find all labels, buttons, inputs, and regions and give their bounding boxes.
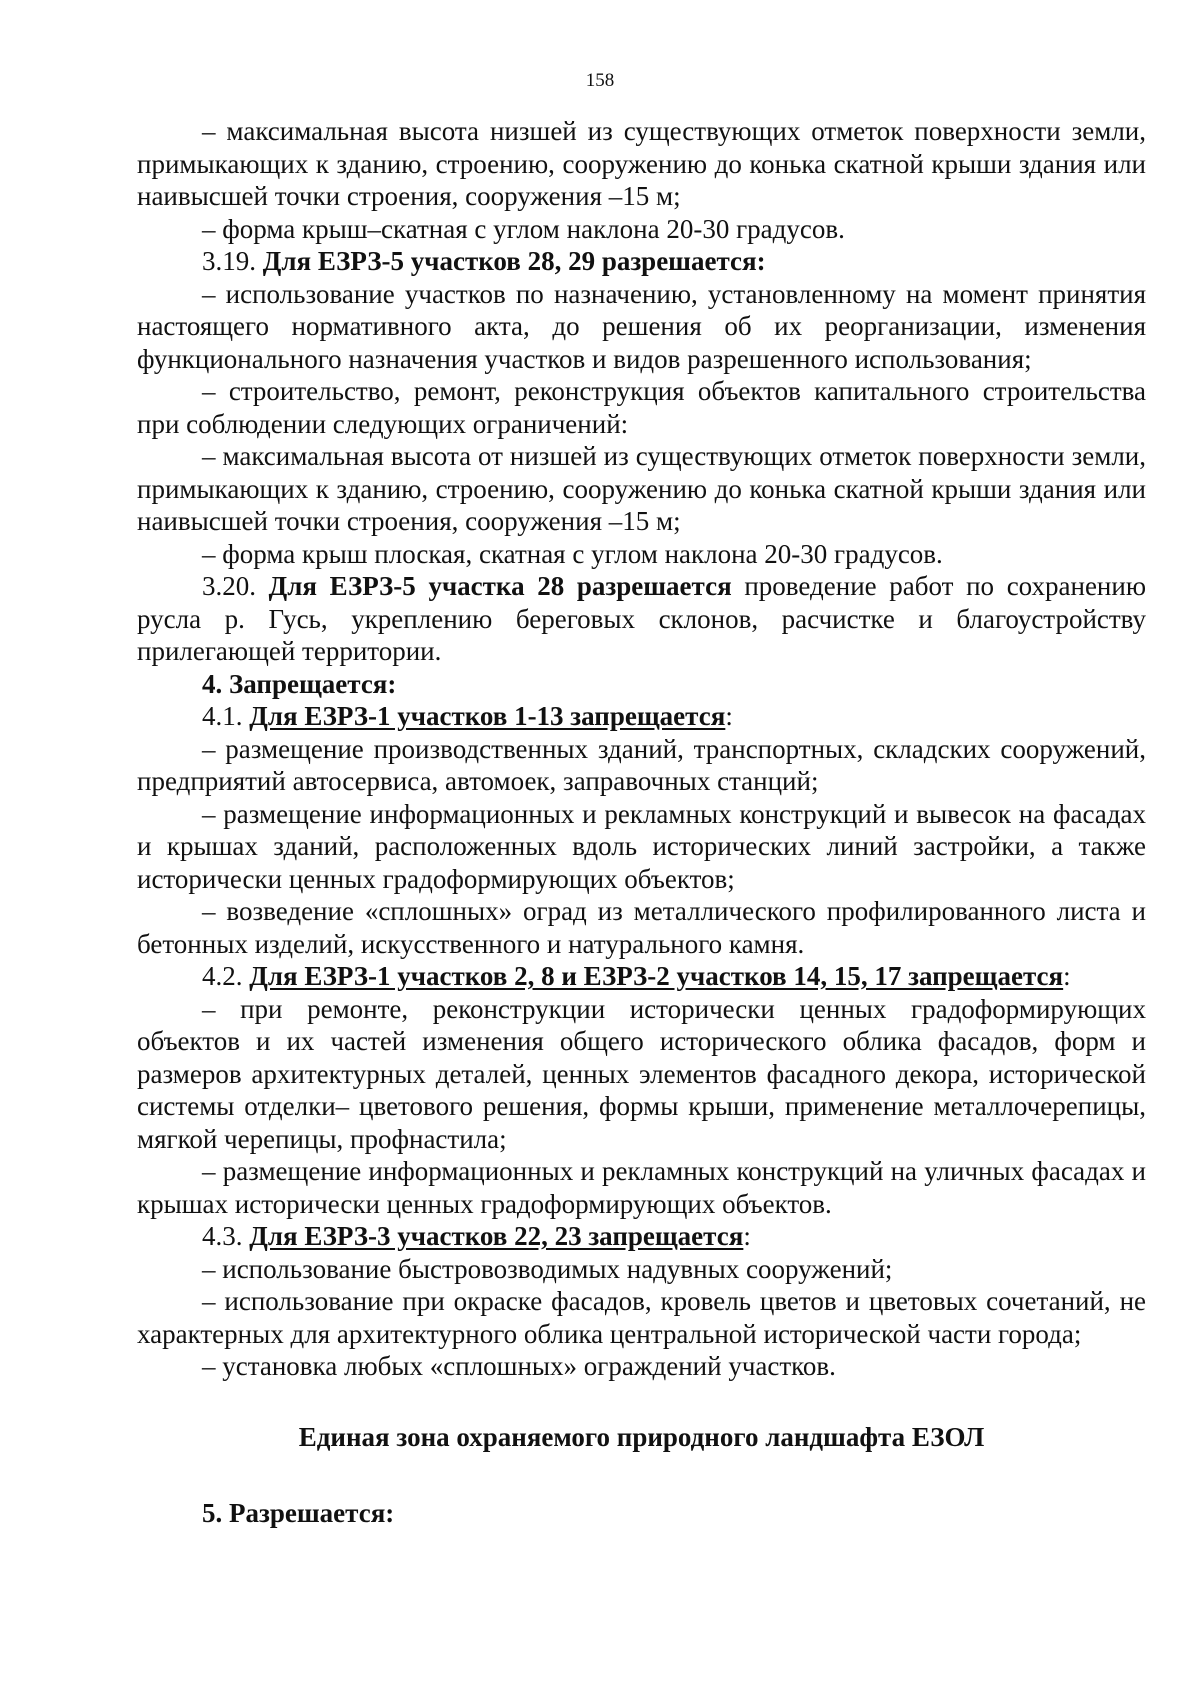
paragraph-inflatable-ban bbox=[137, 1253, 1146, 1286]
clause-heading-tail: : bbox=[1063, 961, 1071, 991]
clause-heading: Для ЕЗРЗ-1 участков 1-13 запрещается bbox=[249, 701, 726, 731]
paragraph-text: – размещение производственных зданий, транспортных, складских сооружений, предприятий автосервиса, автомоек, заправочных станций; bbox=[137, 733, 1146, 796]
paragraph-text: – форма крыш–скатная с углом наклона 20-30 градусов. bbox=[202, 213, 845, 244]
paragraph-color-ban bbox=[137, 1285, 1146, 1350]
clause-number: 4.2. bbox=[202, 961, 250, 991]
paragraph-fence-ban bbox=[137, 895, 1146, 960]
paragraph-height-limit-1 bbox=[137, 115, 1146, 213]
paragraph-street-advertising-ban bbox=[137, 1155, 1146, 1220]
paragraph-advertising-ban bbox=[137, 798, 1146, 896]
paragraph-text: – максимальная высота от низшей из существующих отметок поверхности земли, примыкающих к зданию, строению, сооружению до конька скатной крыши здания или наивысшей точки строения, сооружения –15 м; bbox=[137, 441, 1146, 536]
paragraph-solid-fence-ban bbox=[137, 1350, 1146, 1383]
clause-4-2 bbox=[137, 960, 1146, 993]
paragraph-use-of-plots bbox=[137, 278, 1146, 376]
clause-number: 4.3. bbox=[202, 1221, 250, 1251]
paragraph-construction bbox=[137, 375, 1146, 440]
clause-heading-tail: : bbox=[743, 1221, 751, 1251]
clause-4-1 bbox=[137, 700, 1146, 733]
clause-heading-tail: : bbox=[725, 701, 733, 731]
clause-heading: Для ЕЗРЗ-5 участков 28, 29 разрешается: bbox=[262, 246, 766, 276]
paragraph-text: – при ремонте, реконструкции исторически ценных градоформирующих объектов и их частей изменения общего исторического облика фасадов, форм и размеров архитектурных деталей, ценных элементов фасадного декора, исторической системы отделки– цветового решения, формы крыши, применение металлочерепицы, мягкой черепицы, профнастила; bbox=[137, 993, 1146, 1154]
paragraph-facade-change-ban bbox=[137, 993, 1146, 1156]
paragraph-text: – использование быстровозводимых надувных сооружений; bbox=[202, 1253, 893, 1284]
paragraph-text: – строительство, ремонт, реконструкция объектов капитального строительства при соблюдении следующих ограничений: bbox=[137, 376, 1146, 439]
paragraph-text: – возведение «сплошных» оград из металлического профилированного листа и бетонных изделий, искусственного и натурального камня. bbox=[137, 896, 1146, 959]
clause-number: 3.19. bbox=[202, 246, 263, 276]
page-number: 158 bbox=[585, 70, 615, 91]
paragraph-text: – максимальная высота низшей из существующих отметок поверхности земли, примыкающих к зданию, строению, сооружению до конька скатной крыши здания или наивысшей точки строения, сооружения –15 м; bbox=[137, 116, 1146, 211]
section-4-heading bbox=[137, 668, 1146, 701]
paragraph-text: – установка любых «сплошных» ограждений участков. bbox=[202, 1351, 836, 1381]
paragraph-height-limit-2 bbox=[137, 440, 1146, 538]
paragraph-text: проведение работ по сохранению русла р. Гусь, укреплению береговых склонов, расчистке и благоустройству прилегающей территории. bbox=[137, 571, 1146, 666]
paragraph-text: – размещение информационных и рекламных конструкций на уличных фасадах и крышах исторически ценных градоформирующих объектов. bbox=[137, 1156, 1146, 1219]
clause-3-19 bbox=[137, 245, 1146, 278]
clause-3-20 bbox=[137, 570, 1146, 668]
clause-number: 4.1. bbox=[202, 701, 250, 731]
document-body bbox=[137, 115, 1146, 1530]
clause-heading: Для ЕЗРЗ-3 участков 22, 23 запрещается bbox=[249, 1221, 744, 1251]
section-heading-text: 4. Запрещается: bbox=[202, 668, 397, 699]
paragraph-text: – использование при окраске фасадов, кровель цветов и цветовых сочетаний, не характерных для архитектурного облика центральной исторической части города; bbox=[137, 1286, 1146, 1349]
paragraph-roof-form-2 bbox=[137, 538, 1146, 571]
paragraph-roof-form-1 bbox=[137, 213, 1146, 246]
zone-section-heading: Единая зона охраняемого природного ландшафта ЕЗОЛ bbox=[298, 1421, 985, 1452]
paragraph-text: – размещение информационных и рекламных конструкций и вывесок на фасадах и крышах зданий, расположенных вдоль исторических линий застройки, а также исторически ценных градоформирующих объектов; bbox=[137, 798, 1146, 894]
clause-heading: Для ЕЗРЗ-1 участков 2, 8 и ЕЗРЗ-2 участков 14, 15, 17 запрещается bbox=[249, 961, 1064, 991]
clause-number: 3.20. bbox=[202, 571, 269, 601]
section-5-heading: 5. Разрешается: bbox=[202, 1498, 395, 1528]
clause-4-3 bbox=[137, 1220, 1146, 1253]
paragraph-industrial-ban bbox=[137, 733, 1146, 798]
paragraph-text: – форма крыш плоская, скатная с углом наклона 20-30 градусов. bbox=[202, 538, 943, 569]
clause-heading: Для ЕЗРЗ-5 участка 28 разрешается bbox=[268, 571, 732, 601]
paragraph-text: – использование участков по назначению, установленному на момент принятия настоящего нормативного акта, до решения об их реорганизации, изменения функционального назначения участков и видов разрешенного использования; bbox=[137, 278, 1146, 374]
